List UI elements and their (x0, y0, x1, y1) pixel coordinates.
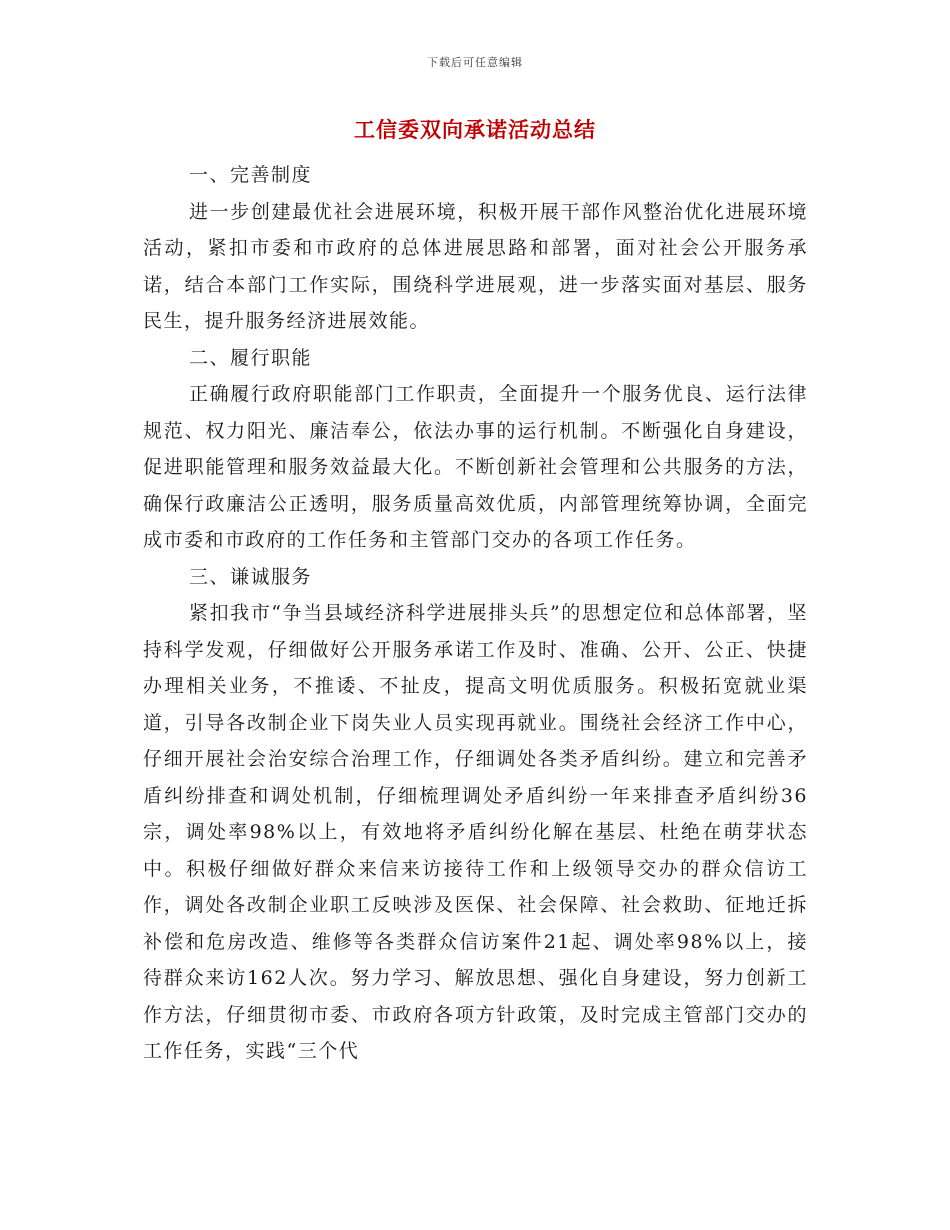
section-heading-1: 一、完善制度 (189, 164, 313, 186)
section-heading-3: 三、谦诚服务 (189, 565, 313, 588)
section-paragraph-3: 紧扣我市“争当县域经济科学进展排头兵”的思想定位和总体部署，坚持科学发观，仔细做好公开服务承诺工作及时、准确、公开、公正、快捷办理相关业务，不推诿、不扯皮，提高文明优质服务。积极拓宽就业渠道，引导各改制企业下岗失业人员实现再就业。围绕社会经济工作中心，仔细开展社会治安综合治理工作，仔细调处各类矛盾纠纷。建立和完善矛盾纠纷排查和调处机制，仔细梳理调处矛盾纠纷一年来排查矛盾纠纷36宗，调处率98%以上，有效地将矛盾纠纷化解在基层、杜绝在萌芽状态中。积极仔细做好群众来信来访接待工作和上级领导交办的群众信访工作，调处各改制企业职工反映涉及医保、社会保障、社会救助、征地迁拆补偿和危房改造、维修等各类群众信访案件21起、调处率98%以上，接待群众来访162人次。努力学习、解放思想、强化自身建设，努力创新工作方法，仔细贯彻市委、市政府各项方针政策，及时完成主管部门交办的工作任务，实践“三个代 (143, 602, 808, 1062)
document-title: 工信委双向承诺活动总结 (354, 117, 596, 142)
header-note: 下载后可任意编辑 (427, 56, 523, 69)
section-heading-2: 二、履行职能 (189, 346, 313, 369)
document-body (143, 157, 808, 1070)
section-paragraph-1: 进一步创建最优社会进展环境，积极开展干部作风整治优化进展环境活动，紧扣市委和市政府的总体进展思路和部署，面对社会公开服务承诺，结合本部门工作实际，围绕科学进展观，进一步落实面对基层、服务民生，提升服务经济进展效能。 (143, 200, 808, 332)
section-paragraph-2: 正确履行政府职能部门工作职责，全面提升一个服务优良、运行法律规范、权力阳光、廉洁奉公，依法办事的运行机制。不断强化自身建设，促进职能管理和服务效益最大化。不断创新社会管理和公共服务的方法，确保行政廉洁公正透明，服务质量高效优质，内部管理统筹协调，全面完成市委和市政府的工作任务和主管部门交办的各项工作任务。 (143, 383, 808, 551)
